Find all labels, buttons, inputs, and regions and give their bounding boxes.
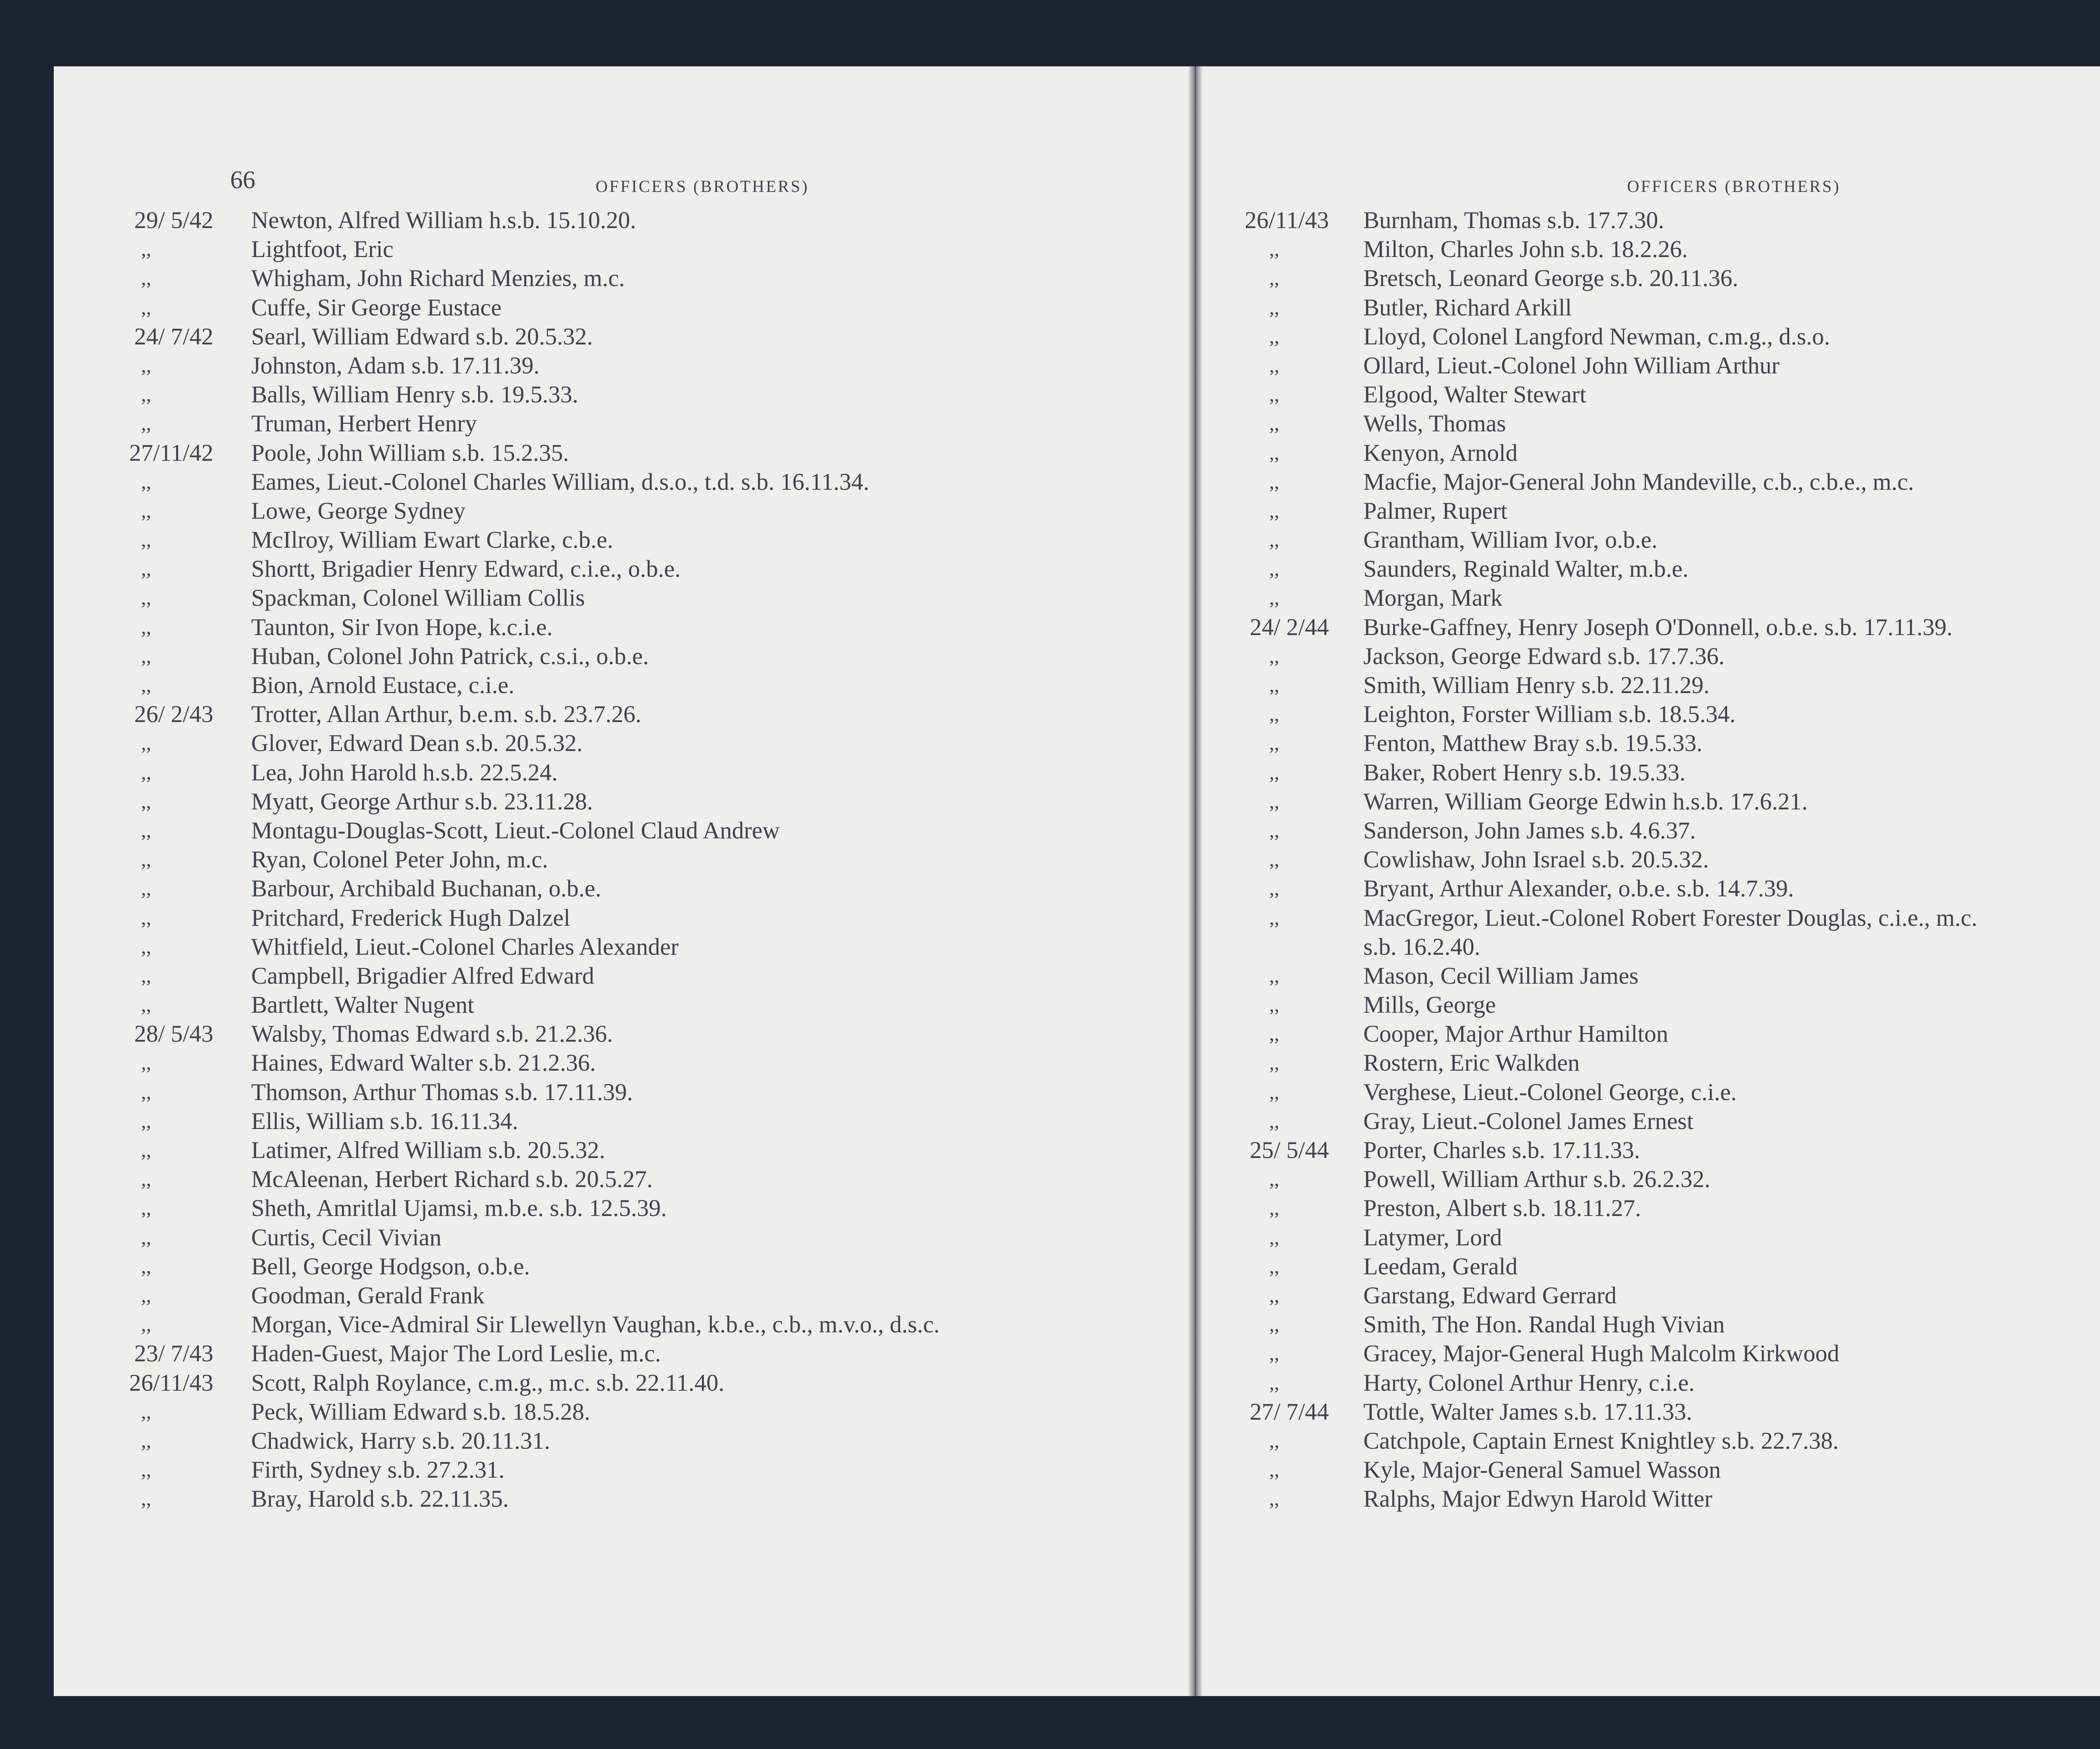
- entry-name: Macfie, Major-General John Mandeville, c.b., c.b.e., m.c.: [1363, 468, 1914, 495]
- entry-name: Searl, William Edward s.b. 20.5.32.: [251, 323, 593, 350]
- list-item: [104, 525, 1179, 554]
- entry-name: Cowlishaw, John Israel s.b. 20.5.32.: [1363, 846, 1709, 873]
- ditto-mark: ,,: [1269, 296, 1279, 319]
- list-item: [104, 264, 1179, 293]
- list-item: [104, 1281, 1179, 1310]
- entry-name: Curtis, Cecil Vivian: [251, 1224, 442, 1251]
- entry-name: Poole, John William s.b. 15.2.35.: [251, 439, 569, 466]
- entry-name: Bell, George Hodgson, o.b.e.: [251, 1253, 530, 1280]
- entry-date: 29/ 5/42: [134, 207, 213, 234]
- list-item: [104, 409, 1179, 438]
- entry-name: Newton, Alfred William h.s.b. 15.10.20.: [251, 207, 636, 234]
- book-gutter: [1188, 66, 1203, 1696]
- entry-name: McIlroy, William Ewart Clarke, c.b.e.: [251, 527, 613, 554]
- list-item: [1228, 1165, 2100, 1194]
- entry-name: Trotter, Allan Arthur, b.e.m. s.b. 23.7.26.: [251, 701, 642, 728]
- entry-name: Tottle, Walter James s.b. 17.11.33.: [1363, 1398, 1692, 1425]
- ditto-mark: ,,: [1269, 470, 1279, 493]
- ditto-mark: ,,: [141, 1226, 151, 1249]
- entry-name: Goodman, Gerald Frank: [251, 1282, 485, 1309]
- list-item: [1228, 467, 2100, 496]
- ditto-mark: ,,: [1269, 499, 1279, 522]
- book-spread: [54, 66, 2100, 1696]
- entry-name: Burke-Gaffney, Henry Joseph O'Donnell, o.b.e. s.b. 17.11.39.: [1363, 614, 1953, 641]
- ditto-mark: ,,: [1269, 1459, 1279, 1481]
- list-item: [104, 700, 1179, 729]
- list-item: [1228, 874, 2100, 903]
- entry-name: Thomson, Arthur Thomas s.b. 17.11.39.: [251, 1079, 633, 1106]
- ditto-mark: ,,: [141, 1168, 151, 1191]
- list-item: [1228, 961, 2100, 990]
- entry-name: Ralphs, Major Edwyn Harold Witter: [1363, 1486, 1712, 1513]
- ditto-mark: ,,: [1269, 238, 1279, 261]
- ditto-mark: ,,: [141, 790, 151, 813]
- entry-name: Lowe, George Sydney: [251, 497, 466, 524]
- list-item: [104, 235, 1179, 264]
- list-item: [1228, 1136, 2100, 1165]
- ditto-mark: ,,: [141, 470, 151, 493]
- entry-name: Powell, William Arthur s.b. 26.2.32.: [1363, 1166, 1711, 1193]
- list-item: [104, 467, 1179, 496]
- entry-name: Spackman, Colonel William Collis: [251, 585, 585, 612]
- entry-name: Fenton, Matthew Bray s.b. 19.5.33.: [1363, 730, 1703, 757]
- ditto-mark: ,,: [141, 1052, 151, 1074]
- entry-name: Ryan, Colonel Peter John, m.c.: [251, 846, 548, 873]
- entry-name: Haden-Guest, Major The Lord Leslie, m.c.: [251, 1340, 661, 1367]
- entry-name: Morgan, Mark: [1363, 585, 1503, 612]
- list-item: [104, 1484, 1179, 1513]
- entry-continuation: [1228, 932, 2100, 961]
- ditto-mark: ,,: [1269, 645, 1279, 667]
- ditto-mark: ,,: [1269, 325, 1279, 348]
- ditto-mark: ,,: [1269, 587, 1279, 609]
- ditto-mark: ,,: [141, 877, 151, 900]
- entry-name: Barbour, Archibald Buchanan, o.b.e.: [251, 875, 601, 902]
- entry-name: Campbell, Brigadier Alfred Edward: [251, 962, 594, 989]
- list-item: [104, 1426, 1179, 1455]
- list-item: [104, 1194, 1179, 1223]
- ditto-mark: ,,: [141, 1400, 151, 1423]
- entry-name: Latimer, Alfred William s.b. 20.5.32.: [251, 1137, 605, 1163]
- ditto-mark: ,,: [1269, 1110, 1279, 1132]
- list-item: [104, 351, 1179, 380]
- list-item: [1228, 729, 2100, 758]
- list-item: [1228, 1455, 2100, 1484]
- entry-date: 25/ 5/44: [1250, 1137, 1329, 1163]
- list-item: [1228, 1339, 2100, 1368]
- ditto-mark: ,,: [1269, 790, 1279, 813]
- entry-name: Pritchard, Frederick Hugh Dalzel: [251, 904, 570, 931]
- list-item: [104, 1397, 1179, 1426]
- ditto-mark: ,,: [141, 1313, 151, 1336]
- entry-name: Sheth, Amritlal Ujamsi, m.b.e. s.b. 12.5.39.: [251, 1195, 667, 1222]
- ditto-mark: ,,: [141, 935, 151, 958]
- list-item: [104, 496, 1179, 525]
- ditto-mark: ,,: [1269, 994, 1279, 1016]
- list-item: [1228, 700, 2100, 729]
- list-item: [1228, 1107, 2100, 1136]
- list-item: [1228, 1368, 2100, 1397]
- ditto-mark: ,,: [1269, 877, 1279, 900]
- entry-name: Milton, Charles John s.b. 18.2.26.: [1363, 236, 1688, 263]
- list-item: [104, 1078, 1179, 1107]
- list-item: [104, 206, 1179, 235]
- list-item: [104, 1310, 1179, 1339]
- list-item: [1228, 1484, 2100, 1513]
- ditto-mark: ,,: [1269, 1371, 1279, 1394]
- ditto-mark: ,,: [141, 994, 151, 1016]
- list-item: [104, 845, 1179, 874]
- list-item: [1228, 1048, 2100, 1077]
- ditto-mark: ,,: [141, 296, 151, 319]
- list-item: [104, 642, 1179, 671]
- list-item: [104, 1455, 1179, 1484]
- entry-name: Sanderson, John James s.b. 4.6.37.: [1363, 817, 1696, 844]
- ditto-mark: ,,: [1269, 819, 1279, 842]
- ditto-mark: ,,: [1269, 412, 1279, 435]
- ditto-mark: ,,: [1269, 1429, 1279, 1452]
- ditto-mark: ,,: [1269, 1052, 1279, 1074]
- entry-name: Peck, William Edward s.b. 18.5.28.: [251, 1398, 591, 1425]
- list-item: [1228, 409, 2100, 438]
- list-item: [1228, 671, 2100, 700]
- entry-name: Whigham, John Richard Menzies, m.c.: [251, 265, 625, 292]
- running-header: OFFICERS (BROTHERS): [1627, 177, 1841, 196]
- entry-name: Truman, Herbert Henry: [251, 410, 477, 437]
- list-item: [1228, 1194, 2100, 1223]
- ditto-mark: ,,: [1269, 529, 1279, 551]
- list-item: [104, 990, 1179, 1019]
- ditto-mark: ,,: [141, 761, 151, 784]
- list-item: [1228, 903, 2100, 932]
- ditto-mark: ,,: [1269, 906, 1279, 929]
- entry-name: Mason, Cecil William James: [1363, 962, 1639, 989]
- list-item: [1228, 293, 2100, 322]
- list-item: [1228, 642, 2100, 671]
- list-item: [104, 322, 1179, 351]
- ditto-mark: ,,: [141, 964, 151, 987]
- ditto-mark: ,,: [1269, 267, 1279, 290]
- list-item: [104, 903, 1179, 932]
- list-item: [1228, 583, 2100, 612]
- ditto-mark: ,,: [1269, 1081, 1279, 1103]
- entry-name: Burnham, Thomas s.b. 17.7.30.: [1363, 207, 1664, 234]
- ditto-mark: ,,: [1269, 761, 1279, 784]
- entry-name: Bray, Harold s.b. 22.11.35.: [251, 1486, 509, 1513]
- ditto-mark: ,,: [1269, 848, 1279, 871]
- list-item: [104, 932, 1179, 961]
- entry-name: Balls, William Henry s.b. 19.5.33.: [251, 381, 578, 408]
- ditto-mark: ,,: [141, 1255, 151, 1278]
- entry-name: Rostern, Eric Walkden: [1363, 1050, 1580, 1077]
- list-item: [1228, 525, 2100, 554]
- entry-name: Jackson, George Edward s.b. 17.7.36.: [1363, 643, 1725, 670]
- list-item: [1228, 351, 2100, 380]
- list-item: [104, 380, 1179, 409]
- entry-list: [104, 206, 1179, 1513]
- list-item: [1228, 990, 2100, 1019]
- list-item: [1228, 380, 2100, 409]
- ditto-mark: ,,: [141, 412, 151, 435]
- list-item: [104, 1048, 1179, 1077]
- ditto-mark: ,,: [1269, 1342, 1279, 1365]
- entry-name: Leighton, Forster William s.b. 18.5.34.: [1363, 701, 1736, 728]
- entry-name: Chadwick, Harry s.b. 20.11.31.: [251, 1427, 550, 1454]
- entry-date: 24/ 7/42: [134, 323, 213, 350]
- entry-name: Kenyon, Arnold: [1363, 439, 1518, 466]
- entry-name: Harty, Colonel Arthur Henry, c.i.e.: [1363, 1369, 1695, 1396]
- right-page: [1203, 66, 2100, 1696]
- list-item: [1228, 1310, 2100, 1339]
- ditto-mark: ,,: [141, 1284, 151, 1307]
- list-item: [1228, 439, 2100, 467]
- ditto-mark: ,,: [1269, 1284, 1279, 1307]
- entry-name: Kyle, Major-General Samuel Wasson: [1363, 1457, 1721, 1484]
- entry-date: 23/ 7/43: [134, 1340, 213, 1367]
- ditto-mark: ,,: [141, 558, 151, 580]
- ditto-mark: ,,: [1269, 1226, 1279, 1249]
- list-item: [1228, 1426, 2100, 1455]
- ditto-mark: ,,: [141, 383, 151, 406]
- list-item: [1228, 1078, 2100, 1107]
- entry-name: McAleenan, Herbert Richard s.b. 20.5.27.: [251, 1166, 653, 1193]
- ditto-mark: ,,: [1269, 703, 1279, 726]
- entry-name: Smith, The Hon. Randal Hugh Vivian: [1363, 1311, 1725, 1338]
- entry-name: Montagu-Douglas-Scott, Lieut.-Colonel Claud Andrew: [251, 817, 780, 844]
- ditto-mark: ,,: [1269, 558, 1279, 580]
- entry-name: Garstang, Edward Gerrard: [1363, 1282, 1617, 1309]
- left-page: [54, 66, 1188, 1696]
- list-item: [104, 613, 1179, 642]
- entry-name: Leedam, Gerald: [1363, 1253, 1518, 1280]
- list-item: [104, 1136, 1179, 1165]
- entry-name: Elgood, Walter Stewart: [1363, 381, 1586, 408]
- list-item: [1228, 496, 2100, 525]
- ditto-mark: ,,: [1269, 1197, 1279, 1220]
- entry-name: Ellis, William s.b. 16.11.34.: [251, 1108, 518, 1134]
- entry-name: Bion, Arnold Eustace, c.i.e.: [251, 672, 514, 699]
- entry-continuation-text: s.b. 16.2.40.: [1363, 933, 1480, 960]
- entry-name: Lightfoot, Eric: [251, 236, 394, 263]
- ditto-mark: ,,: [1269, 441, 1279, 464]
- entry-name: Latymer, Lord: [1363, 1224, 1502, 1251]
- entry-date: 27/11/42: [129, 439, 213, 466]
- running-header: OFFICERS (BROTHERS): [596, 177, 809, 196]
- ditto-mark: ,,: [141, 819, 151, 842]
- list-item: [104, 1339, 1179, 1368]
- ditto-mark: ,,: [141, 1488, 151, 1510]
- entry-name: Butler, Richard Arkill: [1363, 294, 1572, 321]
- ditto-mark: ,,: [141, 906, 151, 929]
- list-item: [104, 1252, 1179, 1281]
- ditto-mark: ,,: [141, 499, 151, 522]
- entry-name: Cooper, Major Arthur Hamilton: [1363, 1021, 1668, 1048]
- ditto-mark: ,,: [1269, 1488, 1279, 1510]
- list-item: [1228, 816, 2100, 845]
- list-item: [1228, 613, 2100, 642]
- entry-name: Myatt, George Arthur s.b. 23.11.28.: [251, 788, 593, 815]
- entry-name: Baker, Robert Henry s.b. 19.5.33.: [1363, 759, 1686, 786]
- ditto-mark: ,,: [141, 848, 151, 871]
- list-item: [104, 1368, 1179, 1397]
- entry-name: Ollard, Lieut.-Colonel John William Arthur: [1363, 352, 1780, 379]
- ditto-mark: ,,: [141, 1459, 151, 1481]
- list-item: [104, 1165, 1179, 1194]
- entry-name: Walsby, Thomas Edward s.b. 21.2.36.: [251, 1021, 613, 1048]
- ditto-mark: ,,: [141, 645, 151, 667]
- entry-name: Eames, Lieut.-Colonel Charles William, d.s.o., t.d. s.b. 16.11.34.: [251, 468, 869, 495]
- entry-date: 26/11/43: [129, 1369, 213, 1396]
- ditto-mark: ,,: [141, 354, 151, 377]
- entry-name: Preston, Albert s.b. 18.11.27.: [1363, 1195, 1641, 1222]
- list-item: [104, 874, 1179, 903]
- entry-name: Mills, George: [1363, 992, 1496, 1019]
- entry-name: Lloyd, Colonel Langford Newman, c.m.g., d.s.o.: [1363, 323, 1830, 350]
- list-item: [104, 961, 1179, 990]
- ditto-mark: ,,: [141, 267, 151, 290]
- list-item: [104, 816, 1179, 845]
- entry-name: Gray, Lieut.-Colonel James Ernest: [1363, 1108, 1694, 1134]
- list-item: [104, 671, 1179, 700]
- entry-name: Whitfield, Lieut.-Colonel Charles Alexander: [251, 933, 679, 960]
- entry-date: 26/11/43: [1244, 207, 1329, 234]
- ditto-mark: ,,: [141, 529, 151, 551]
- entry-date: 26/ 2/43: [134, 701, 213, 728]
- ditto-mark: ,,: [141, 732, 151, 755]
- list-item: [1228, 264, 2100, 293]
- entry-name: Haines, Edward Walter s.b. 21.2.36.: [251, 1050, 596, 1077]
- entry-name: Wells, Thomas: [1363, 410, 1506, 437]
- ditto-mark: ,,: [1269, 732, 1279, 755]
- list-item: [1228, 758, 2100, 787]
- entry-name: Huban, Colonel John Patrick, c.s.i., o.b.e.: [251, 643, 649, 670]
- ditto-mark: ,,: [141, 587, 151, 609]
- entry-name: Verghese, Lieut.-Colonel George, c.i.e.: [1363, 1079, 1737, 1106]
- ditto-mark: ,,: [1269, 1023, 1279, 1045]
- entry-name: Catchpole, Captain Ernest Knightley s.b. 22.7.38.: [1363, 1427, 1839, 1454]
- ditto-mark: ,,: [1269, 1168, 1279, 1191]
- list-item: [104, 1223, 1179, 1252]
- list-item: [1228, 554, 2100, 583]
- list-item: [1228, 1281, 2100, 1310]
- list-item: [104, 1107, 1179, 1136]
- list-item: [1228, 1223, 2100, 1252]
- entry-name: Cuffe, Sir George Eustace: [251, 294, 502, 321]
- page-number: 66: [230, 166, 255, 194]
- ditto-mark: ,,: [141, 1197, 151, 1220]
- entry-name: Glover, Edward Dean s.b. 20.5.32.: [251, 730, 583, 757]
- entry-date: 27/ 7/44: [1250, 1398, 1329, 1425]
- list-item: [1228, 206, 2100, 235]
- entry-name: Taunton, Sir Ivon Hope, k.c.i.e.: [251, 614, 553, 641]
- list-item: [1228, 1019, 2100, 1048]
- entry-name: Porter, Charles s.b. 17.11.33.: [1363, 1137, 1640, 1163]
- entry-list: [1228, 206, 2100, 1513]
- ditto-mark: ,,: [1269, 1255, 1279, 1278]
- ditto-mark: ,,: [1269, 674, 1279, 696]
- ditto-mark: ,,: [141, 238, 151, 261]
- list-item: [1228, 1397, 2100, 1426]
- entry-name: MacGregor, Lieut.-Colonel Robert Forester Douglas, c.i.e., m.c.: [1363, 904, 1977, 931]
- list-item: [104, 1019, 1179, 1048]
- ditto-mark: ,,: [141, 1110, 151, 1132]
- list-item: [104, 439, 1179, 467]
- entry-name: Palmer, Rupert: [1363, 497, 1507, 524]
- entry-name: Morgan, Vice-Admiral Sir Llewellyn Vaughan, k.b.e., c.b., m.v.o., d.s.c.: [251, 1311, 940, 1338]
- ditto-mark: ,,: [1269, 354, 1279, 377]
- entry-date: 24/ 2/44: [1250, 614, 1329, 641]
- ditto-mark: ,,: [141, 616, 151, 638]
- ditto-mark: ,,: [1269, 964, 1279, 987]
- entry-name: Bartlett, Walter Nugent: [251, 992, 474, 1019]
- entry-name: Firth, Sydney s.b. 27.2.31.: [251, 1457, 505, 1484]
- list-item: [104, 554, 1179, 583]
- entry-name: Grantham, William Ivor, o.b.e.: [1363, 527, 1658, 554]
- list-item: [1228, 1252, 2100, 1281]
- entry-name: Gracey, Major-General Hugh Malcolm Kirkwood: [1363, 1340, 1840, 1367]
- list-item: [1228, 845, 2100, 874]
- ditto-mark: ,,: [141, 1081, 151, 1103]
- entry-name: Shortt, Brigadier Henry Edward, c.i.e., o.b.e.: [251, 556, 681, 583]
- ditto-mark: ,,: [1269, 1313, 1279, 1336]
- list-item: [1228, 322, 2100, 351]
- entry-name: Saunders, Reginald Walter, m.b.e.: [1363, 556, 1689, 583]
- ditto-mark: ,,: [1269, 383, 1279, 406]
- entry-name: Scott, Ralph Roylance, c.m.g., m.c. s.b. 22.11.40.: [251, 1369, 724, 1396]
- ditto-mark: ,,: [141, 1139, 151, 1161]
- list-item: [1228, 787, 2100, 816]
- entry-name: Warren, William George Edwin h.s.b. 17.6.21.: [1363, 788, 1808, 815]
- ditto-mark: ,,: [141, 674, 151, 696]
- entry-name: Smith, William Henry s.b. 22.11.29.: [1363, 672, 1710, 699]
- list-item: [104, 758, 1179, 787]
- ditto-mark: ,,: [141, 1429, 151, 1452]
- entry-name: Johnston, Adam s.b. 17.11.39.: [251, 352, 540, 379]
- list-item: [104, 729, 1179, 758]
- entry-name: Lea, John Harold h.s.b. 22.5.24.: [251, 759, 558, 786]
- list-item: [1228, 235, 2100, 264]
- list-item: [104, 293, 1179, 322]
- list-item: [104, 583, 1179, 612]
- list-item: [104, 787, 1179, 816]
- entry-name: Bryant, Arthur Alexander, o.b.e. s.b. 14.7.39.: [1363, 875, 1794, 902]
- entry-name: Bretsch, Leonard George s.b. 20.11.36.: [1363, 265, 1738, 292]
- entry-date: 28/ 5/43: [134, 1021, 213, 1048]
